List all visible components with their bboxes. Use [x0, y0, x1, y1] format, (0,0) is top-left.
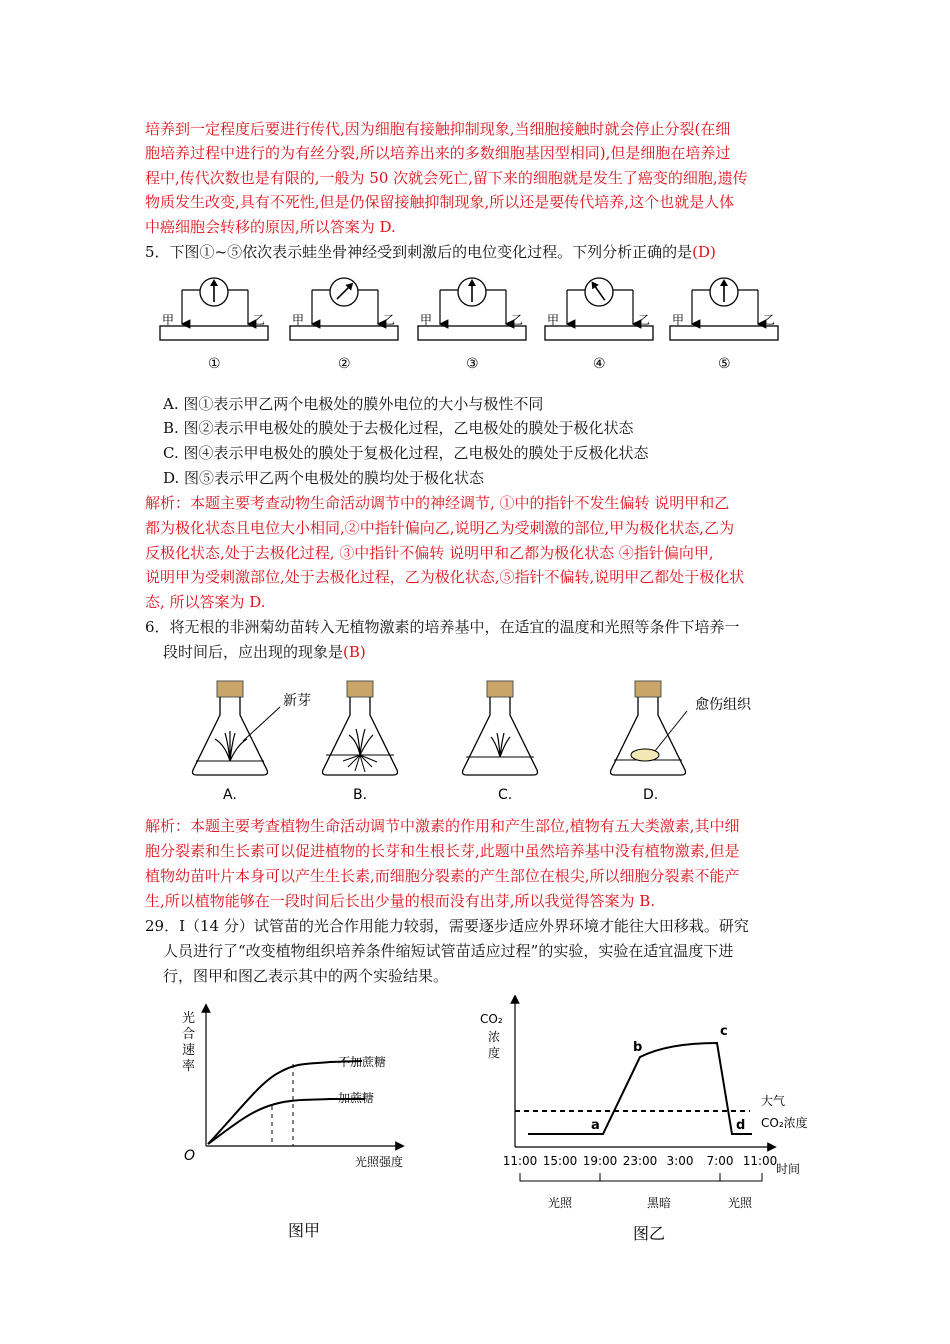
chart-yi-ylabel-2: 浓: [488, 1030, 501, 1044]
panel-label-b: B.: [353, 787, 368, 803]
intro-line: 程中,传代次数也是有限的,一般为 50 次就会死亡,留下来的细胞就是发生了癌变的细胞,遗传: [145, 169, 748, 187]
q6-analysis-line: 解析：本题主要考查植物生命活动调节中激素的作用和产生部位,植物有五大类激素,其中细: [145, 817, 740, 835]
q6-answer: (B): [343, 643, 366, 661]
q5-option-b: B. 图②表示甲电极处的膜处于去极化过程，乙电极处的膜处于极化状态: [163, 419, 634, 437]
q29-line: 人员进行了“改变植物组织培养条件缩短试管苗适应过程”的实验，实验在适宜温度下进: [163, 942, 734, 960]
electrode-label-yi: 乙: [763, 313, 776, 327]
q5-stem: [145, 240, 716, 264]
x-tick-label: 3:00: [666, 1154, 694, 1168]
q6-analysis-line: 生,所以植物能够在一段时间后长出少量的根而没有出芽,所以我觉得答案为 B.: [145, 892, 656, 910]
co2-series-line: [528, 1043, 752, 1134]
chart-yi-title: 图乙: [633, 1224, 666, 1243]
q6-stem-line: [163, 640, 366, 664]
q6-analysis-line: 植物幼苗叶片本身可以产生生长素,而细胞分裂素的产生部位在根尖,所以细胞分裂素不能产: [145, 867, 740, 885]
point-a: a: [591, 1118, 600, 1133]
panel-number: ⑤: [718, 356, 731, 372]
q5-analysis-line: 解析：本题主要考查动物生命活动调节中的神经调节, ①中的指针不发生偏转 说明甲和乙: [145, 494, 730, 512]
q5-option-d: D. 图⑤表示甲乙两个电极处的膜均处于极化状态: [163, 469, 485, 487]
intro-line: 培养到一定程度后要进行传代,因为细胞有接触抑制现象,当细胞接触时就会停止分裂(在细: [145, 120, 731, 138]
intro-line: 胞培养过程中进行的为有丝分裂,所以培养出来的多数细胞基因型相同),但是细胞在培养过: [145, 144, 731, 162]
q5-answer: (D): [692, 243, 716, 261]
galvanometer-panel: [670, 278, 778, 372]
electrode-label-jia: 甲: [162, 313, 175, 327]
series-line-sucrose: [208, 1099, 365, 1144]
flask-a: [193, 681, 281, 775]
electrode-label-jia: 甲: [420, 313, 433, 327]
q29-line: 行，图甲和图乙表示其中的两个实验结果。: [163, 967, 449, 985]
x-tick-label: 23:00: [622, 1154, 658, 1168]
ref-label-1: 大气: [761, 1094, 786, 1108]
chart-jia-title: 图甲: [288, 1221, 321, 1240]
q5-figure: [150, 272, 800, 382]
panel-number: ④: [593, 356, 606, 372]
electrode-label-jia: 甲: [672, 313, 685, 327]
chart-jia-origin: O: [184, 1148, 196, 1164]
chart-yi-xlabel: 时间: [776, 1162, 801, 1176]
point-d: d: [736, 1118, 746, 1133]
chart-yi-ylabel-1: CO₂: [480, 1012, 503, 1026]
flask-d: [611, 681, 688, 775]
chart-jia-ylabel: 光合速率: [182, 1011, 196, 1074]
point-b: b: [633, 1040, 643, 1055]
intro-line: 中癌细胞会转移的原因,所以答案为 D.: [145, 218, 396, 236]
point-c: c: [720, 1024, 728, 1039]
legend-sucrose: 加蔗糖: [338, 1091, 375, 1105]
galvanometer-panel: [290, 278, 398, 372]
period-light-2: 光照: [728, 1196, 753, 1210]
panel-number: ①: [208, 356, 221, 372]
q6-figure: [185, 675, 785, 810]
panel-label-c: C.: [498, 787, 513, 803]
chart-jia-xlabel: 光照强度: [355, 1155, 404, 1169]
period-light-1: 光照: [548, 1196, 573, 1210]
q5-analysis-line: 说明甲为受刺激部位,处于去极化过程，乙为极化状态,⑤指针不偏转,说明甲乙都处于极化状: [145, 568, 745, 586]
chart-yi-ylabel-3: 度: [488, 1046, 501, 1060]
chart-jia: [180, 1000, 420, 1180]
label-callus: 愈伤组织: [695, 697, 751, 713]
intro-line: 物质发生改变,具有不死性,但是仍保留接触抑制现象,所以还是要传代培养,这个也就是人体: [145, 193, 735, 211]
panel-label-d: D.: [643, 787, 659, 803]
q5-option-a: A. 图①表示甲乙两个电极处的膜外电位的大小与极性不同: [163, 395, 544, 413]
label-new-bud: 新芽: [283, 693, 311, 709]
x-tick-label: 11:00: [502, 1154, 538, 1168]
q5-option-c: C. 图④表示甲电极处的膜处于复极化过程，乙电极处的膜处于反极化状态: [163, 444, 649, 462]
q5-analysis-line: 都为极化状态且电位大小相同,②中指针偏向乙,说明乙为受刺激的部位,甲为极化状态,乙为: [145, 519, 735, 537]
panel-number: ②: [338, 356, 351, 372]
q29-line: 29．I（14 分）试管苗的光合作用能力较弱，需要逐步适应外界环境才能往大田移栽。研究: [145, 917, 749, 935]
x-tick-label: 7:00: [706, 1154, 734, 1168]
period-dark: 黑暗: [647, 1196, 672, 1210]
x-tick-label: 19:00: [582, 1154, 618, 1168]
q6-analysis-line: 胞分裂素和生长素可以促进植物的长芽和生根长芽,此题中虽然培养基中没有植物激素,但是: [145, 842, 740, 860]
galvanometer-panel: [418, 278, 526, 372]
panel-label-a: A.: [223, 787, 237, 803]
legend-no-sucrose: 不加蔗糖: [338, 1055, 387, 1069]
q5-stem-text: 5．下图①~⑤依次表示蛙坐骨神经受到刺激后的电位变化过程。下列分析正确的是: [145, 243, 693, 261]
electrode-label-jia: 甲: [292, 313, 305, 327]
chart-yi: [470, 995, 830, 1225]
electrode-label-yi: 乙: [383, 313, 396, 327]
q5-analysis-line: 反极化状态,处于去极化过程, ③中指针不偏转 说明甲和乙都为极化状态 ④指针偏向甲,: [145, 544, 714, 562]
q5-analysis-line: 态, 所以答案为 D.: [145, 593, 266, 611]
galvanometer-panel: [160, 278, 268, 372]
panel-number: ③: [466, 356, 479, 372]
electrode-label-yi: 乙: [253, 313, 266, 327]
flask-b: [323, 681, 398, 775]
q6-stem-text: 段时间后，应出现的现象是: [163, 643, 344, 661]
q6-stem-line: 6．将无根的非洲菊幼苗转入无植物激素的培养基中，在适宜的温度和光照等条件下培养一: [145, 618, 740, 636]
ref-label-2: CO₂浓度: [761, 1116, 808, 1130]
electrode-label-yi: 乙: [638, 313, 651, 327]
x-tick-label: 15:00: [542, 1154, 578, 1168]
x-tick-label: 11:00: [742, 1154, 778, 1168]
electrode-label-jia: 甲: [547, 313, 560, 327]
electrode-label-yi: 乙: [511, 313, 524, 327]
flask-c: [463, 681, 538, 775]
galvanometer-panel: [545, 278, 653, 372]
